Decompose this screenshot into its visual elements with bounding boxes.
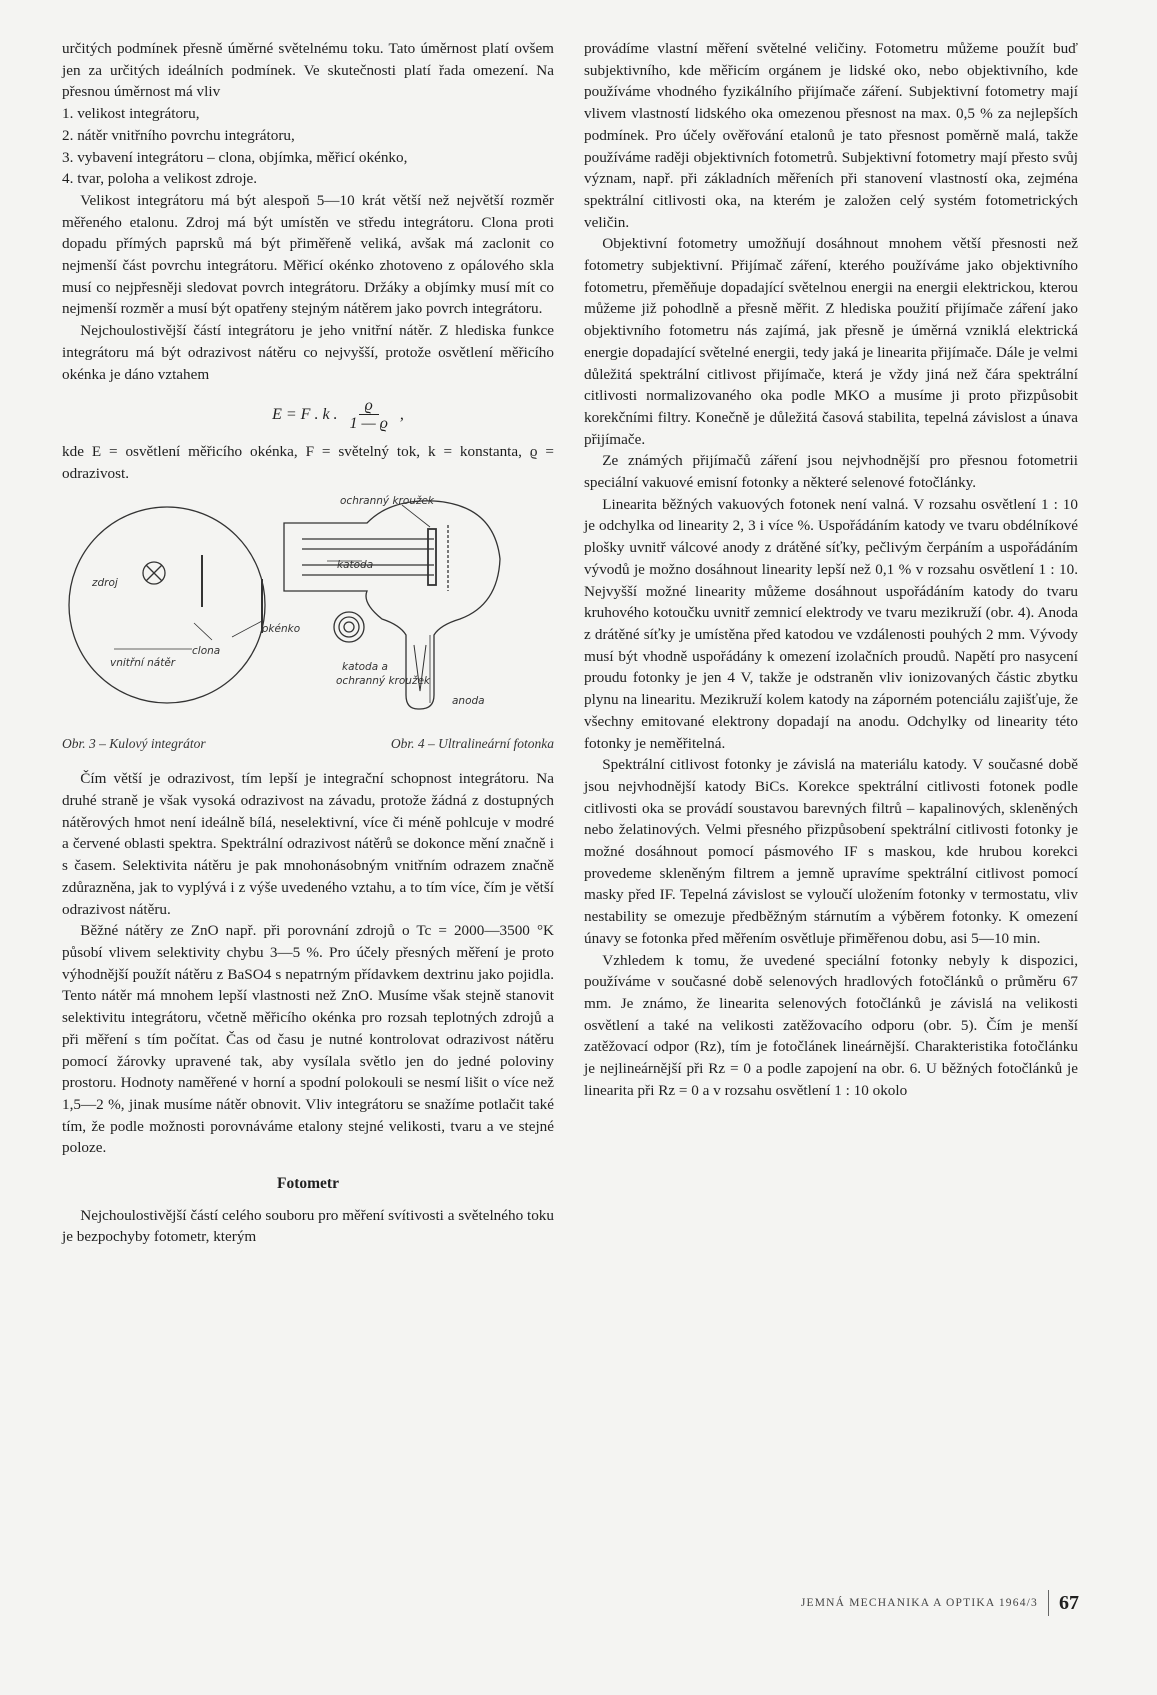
formula-lhs: E = F . k . [272, 406, 338, 424]
paragraph: Ze známých přijímačů záření jsou nejvhodnější pro přesnou fotometrii speciální vakuové emisní fotonky a některé selenové fotočlánky. [584, 452, 1078, 492]
fig4-label-krouzek: ochranný kroužek [340, 494, 434, 507]
paragraph: Objektivní fotometry umožňují dosáhnout mnohem větší přesnosti než fotometry subjektivní. Přijímač záření, kterého používáme jako objektivního fotometru, přeměňuje dopadající světelnou energii na energii elektrickou, kterou můžeme již pohodlně a přesně měřit. Z hlediska použití přijímače záření jako objektivního fotometru nás zajímá, jak přesně je úměrná vzniklá elektrická energie dopadající světelné energii, tedy jaká je linearita přijímače. Dále je velmi důležitá spektrální citlivost přijímače, která je vždy jiná než čára spektrální citlivosti normalizovaného oka podle MKO a musíme ji proto přizpůsobit korekčními filtry. Konečně je důležitá časová stabilita, tepelná závislost a únava přijímače. [584, 235, 1078, 448]
formula-denominator: 1 — ϱ [349, 415, 388, 433]
figure-captions [62, 733, 554, 755]
page-footer [801, 1590, 1079, 1616]
left-column [62, 38, 554, 1248]
fig3-leader [194, 623, 212, 640]
footer-divider [1048, 1590, 1049, 1616]
fig3-label-clona: clona [192, 644, 221, 657]
right-column [584, 38, 1078, 1101]
paragraph: určitých podmínek přesně úměrné světelnému toku. Tato úměrnost platí ovšem jen za určitých ideálních podmínek. Ve skutečnosti platí řada omezení. Na přesnou úměrnost má vliv [62, 40, 554, 101]
fig4-label-katoda: katoda [337, 558, 374, 571]
page-number: 67 [1059, 1591, 1079, 1614]
fig4-label-katoda-krouzek: katoda a [342, 660, 388, 673]
list-item: 4. tvar, poloha a velikost zdroje. [62, 170, 258, 188]
paragraph: Spektrální citlivost fotonky je závislá na materiálu katody. V současné době jsou nejvhodnější katody BiCs. Korekce spektrální citlivosti fotonek podle citlivosti oka se provádí soustavou barevných filtrů – kapalinových, skleněných nebo želatinových. Velmi přesného přizpůsobení spektrální citlivosti fotonky je možné dosáhnout pomocí pásmového IF s maskou, kde hrubou korekci provedeme skleněným filtrem a jemně upravíme spektrální citlivost pomocí masky před IF. Tepelná závislost se vyloučí uložením fotonky v termostatu, vliv nestability se omezuje předběžným stárnutím a výběrem fotonky. K omezení únavy se fotonka před měřením osvětluje přiměřenou dobu, asi 5—10 min. [584, 756, 1078, 947]
figures [62, 495, 554, 727]
paragraph: Čím větší je odrazivost, tím lepší je integrační schopnost integrátoru. Na druhé straně je však vysoká odrazivost na závadu, protože žádná z dostupných nátěrových hmot není ideálně bílá, neselektivní, více či méně pohlcuje v modré a červené oblasti spektra. Spektrální odrazivost nátěrů se dokonce mění značně i s časem. Selektivita nátěru je pak mnohonásobným vnitřním odrazem značně zdůrazněna, jak to vyplývá i z výše uvedeného vztahu, a to tím více, čím je větší odrazivost nátěru. [62, 770, 554, 918]
fig3-leader [232, 621, 262, 637]
fig4-label-anoda: anoda [452, 694, 485, 707]
fig4-cathode [428, 529, 436, 585]
paragraph: Linearita běžných vakuových fotonek není valná. V rozsahu osvětlení 1 : 10 je odchylka od linearity 2, 3 i více %. Uspořádáním katody ve tvaru obdélníkové plošky uvnitř válcové anody z drátěné síťky, pečlivým čerpáním a uspořádáním vývodů je možno dosáhnout linearity lepší než 0,1 % v rozsahu osvětlení 1 : 10. Nejvyšší možné linearity můžeme dosáhnout uspořádáním katody do tvaru kruhového kotoučku uvnitř zemnicí elektrody ve tvaru mezikruží (obr. 4). Anoda z drátěné síťky je umístěna před katodou ve vzdálenosti pouhých 2 mm. Vývody musí být vhodně uspořádány k omezení izolačních proudů. Napětí pro nasycení proudu fotonky je jen 4 V, takže je odstraněn vliv ionizovaných částic zbytku plynu na linearitu. Mezikruží kolem katody na záporném potenciálu zajišťuje, že všechny emitované elektrony dopadají na anodu. Odchylky od linearity této fotonky je neměřitelná. [584, 495, 1078, 752]
paragraph: provádíme vlastní měření světelné veličiny. Fotometru můžeme použít buď subjektivního, kde měřicím orgánem je lidské oko, nebo objektivního, kde používáme vhodného fyzikálního přijímače záření. Subjektivní fotometry mají vlivem vlastností lidského oka omezenou přesnost na max. 0,5 % za nejlepších podmínek. Pro účely ověřování etalonů je tato přesnost poměrně malá, takže používáme raději objektivních fotometrů. Subjektivní fotometry mají přesto svůj význam, např. při základních měřeních při stanovení vlastností oka, zejména spektrální citlivosti oka, na kterém je založen celý systém fotometrických veličin. [584, 40, 1078, 231]
paragraph: Běžné nátěry ze ZnO např. při porovnání zdrojů o Tc = 2000—3500 °K působí vlivem selektivity chybu 3—5 %. Pro účely přesných měření je proto výhodnější použít nátěru z BaSO4 s nepatrným přídavkem dextrinu jako pojidla. Tento nátěr má mnohem lepší vlastnosti než ZnO. Musíme však stejně stanovit selektivitu integrátoru, včetně měřicího okénka pro rozsah teplotných zdrojů a při měření s tím počítat. Čas od času je nutné kontrolovat odrazivost nátěru pomocí žárovky upravené tak, aby vysílala světlo jen do jedné poloviny prostoru. Hodnoty naměřené v horní a spodní polokouli se nesmí lišit o více než 1,5—2 %, jinak musíme nátěr obnovit. Vliv integrátoru se snažíme potlačit také tím, že podle možnosti porovnáváme etalony stejné velikosti, tvaru a ve stejné poloze. [62, 922, 554, 1157]
fig4-ring-inner [344, 622, 354, 632]
factor-list [62, 103, 554, 190]
formula-fraction [344, 397, 394, 433]
paragraph: Nejchoulostivější částí integrátoru je jeho vnitřní nátěr. Z hlediska funkce integrátoru má být odrazivost nátěru co nejvyšší, protože osvětlení měřicího okénka je dáno vztahem [62, 322, 554, 383]
caption-fig4: Obr. 4 – Ultralineární fotonka [390, 735, 554, 751]
paragraph: Velikost integrátoru má být alespoň 5—10 krát větší než největší rozměr měřeného etalonu. Zdroj má být umístěn ve středu integrátoru. Clona proti dopadu přímých paprsků má být přiměřeně veliká, avšak má zaclonit co nejmenší část povrchu integrátoru. Měřicí okénko zhotoveno z opálového skla musí co nejpřesněji sledovat povrch integrátoru. Držáky a objímky musí mít co nejmenší rozměr a musí být opatřeny stejným nátěrem jako povrch integrátoru. [62, 191, 554, 318]
fig4-ring-mid [339, 617, 359, 637]
list-item: 2. nátěr vnitřního povrchu integrátoru, [62, 126, 295, 144]
formula-tail: , [399, 406, 404, 424]
list-item: 1. velikost integrátoru, [62, 105, 200, 123]
formula [122, 397, 554, 433]
fig3-label-zdroj: zdroj [92, 576, 118, 589]
fig3-label-natir: vnitřní nátěr [110, 656, 176, 669]
list-item: 3. vybavení integrátoru – clona, objímka, měřicí okénko, [62, 148, 408, 166]
fig3-label-okenko: okénko [262, 622, 301, 635]
paragraph: Nejchoulostivější částí celého souboru pro měření svítivosti a světelného toku je bezpochyby fotometr, kterým [62, 1206, 554, 1246]
formula-numerator: ϱ [359, 397, 379, 415]
paragraph: Vzhledem k tomu, že uvedené speciální fotonky nebyly k dispozici, používáme v současné době selenových hradlových fotočlánků o průměru 67 mm. Je známo, že linearita selenových fotočlánků je závislá na velikosti osvětlení a také na velikosti zatěžovacího odporu (obr. 5). Čím je menší zatěžovací odpor (Rz), tím je fotočlánek lineárnější. Charakteristika fotočlánku je nejlineárnější při Rz = 0 a podle zapojení na obr. 6. U běžných fotočlánků je linearita při Rz = 0 a v rozsahu osvětlení 1 : 10 okolo [584, 951, 1078, 1099]
paragraph: kde E = osvětlení měřicího okénka, F = světelný tok, k = konstanta, ϱ = odrazivost. [62, 443, 554, 482]
fig4-label-katoda-krouzek: ochranný kroužek [336, 674, 430, 687]
caption-fig3: Obr. 3 – Kulový integrátor [62, 735, 206, 751]
section-heading: Fotometr [277, 1175, 339, 1193]
journal-name: JEMNÁ MECHANIKA A OPTIKA 1964/3 [800, 1597, 1038, 1609]
